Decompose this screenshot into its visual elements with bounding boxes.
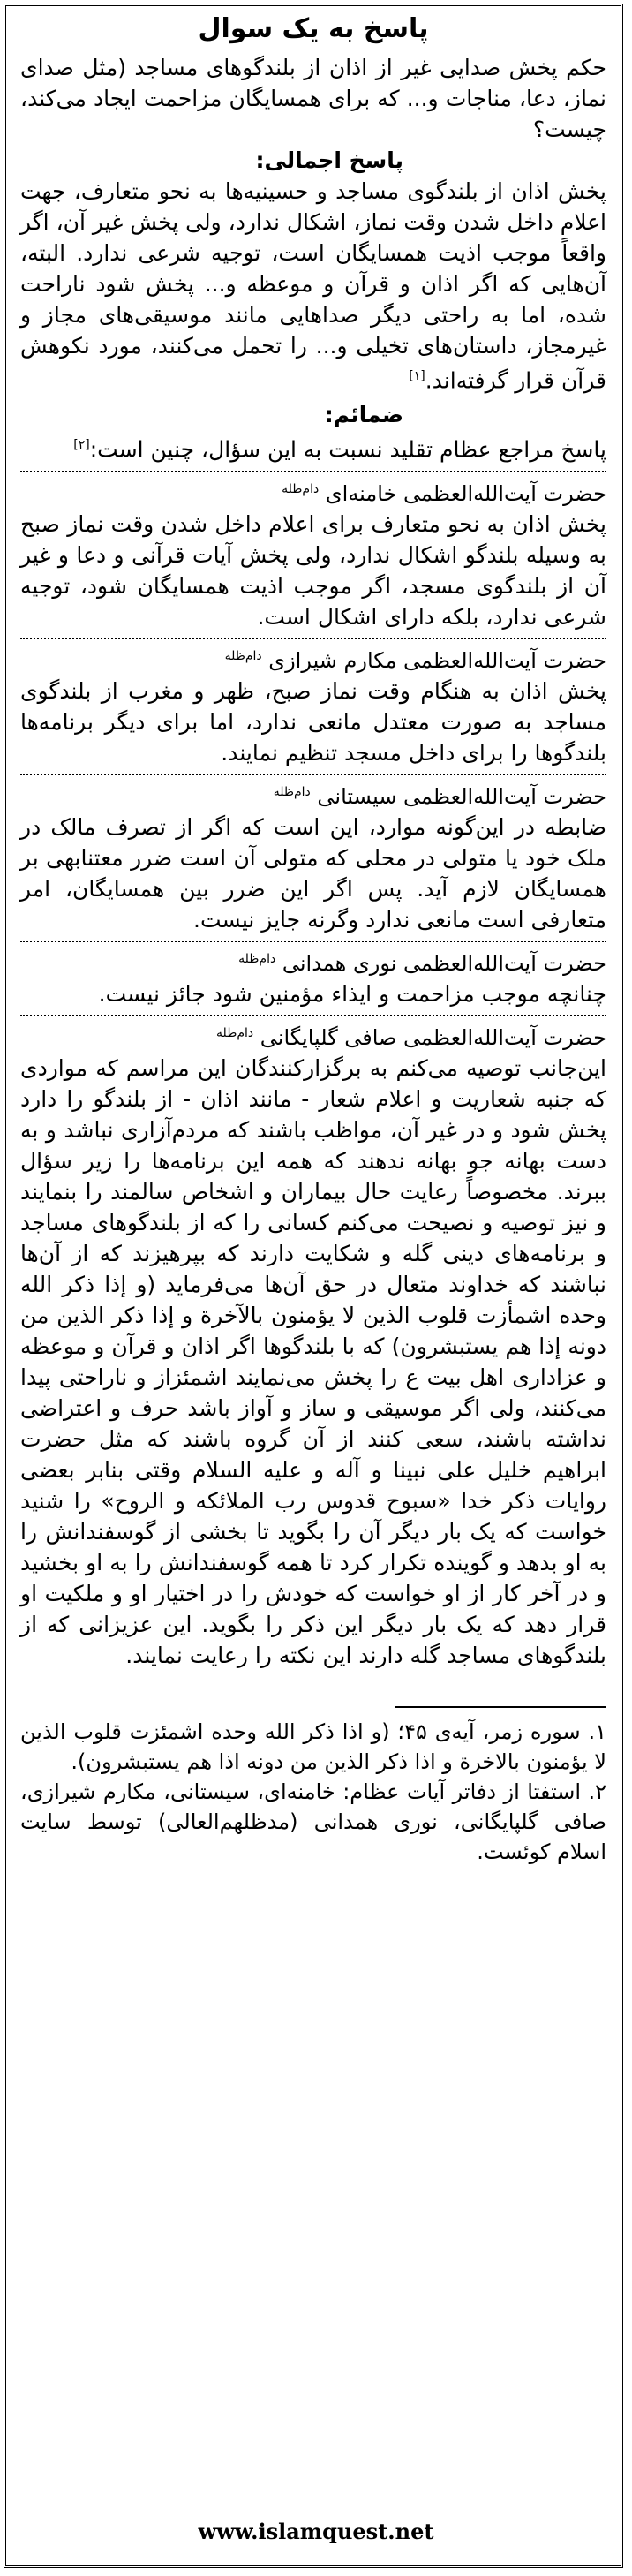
footnote: ۲. استفتا از دفاتر آیات عظام: خامنه‌ای، سیستانی، مکارم شیرازی، صافی گلپایگانی، نوری همدانی (مدظلهم‌العالی) توسط سایت اسلام کوئست. (20, 1779, 606, 1864)
page-title: پاسخ به یک سوال (198, 13, 429, 44)
scholar-section (20, 941, 606, 1009)
honorific-mark: دام‌ظله (282, 481, 320, 496)
scholar-answer: ضابطه در این‌گونه موارد، این است که اگر از تصرف مالک در ملک خود یا متولی در محلی که متولی آن است ضرر معتنابهی بر همسایگان لازم آید. پس اگر این ضرر بین همسایگان، امر متعارفی است مانعی ندارد وگرنه جایز نیست. (20, 813, 606, 933)
scholar-name: حضرت آیت‌الله‌العظمی مکارم شیرازی $^{دام‌ظله}$ (224, 647, 606, 673)
summary-paragraph (20, 176, 606, 396)
scholar-name: حضرت آیت‌الله‌العظمی سیستانی $^{دام‌ظله}$ (273, 783, 606, 809)
footnote: ۱. سوره زمر، آیه‌ی ۴۵؛ (و اذا ذکر الله وحده اشمئزت قلوب الذین لا یؤمنون بالاخرة و اذا ذکر الذین من دونه اذا هم یستبشرون). (20, 1719, 606, 1774)
summary-heading: پاسخ اجمالی: (255, 147, 403, 173)
scholar-name: حضرت آیت‌الله‌العظمی خامنه‌ای $^{دام‌ظله}$ (282, 480, 606, 506)
scholar-answer: پخش اذان به نحو متعارف برای اعلام داخل شدن وقت نماز صبح به وسیله بلندگو اشکال ندارد، ولی پخش آیات قرآنی و دعا و غیر آن از بلندگوی مسجد، اگر موجب اذیت همسایگان شود، توجیه شرعی ندارد، بلکه دارای اشکال است. (20, 510, 606, 630)
scholar-name: حضرت آیت‌الله‌العظمی نوری همدانی $^{دام‌ظله}$ (238, 950, 606, 976)
scholar-section (20, 1015, 606, 1671)
appendix-footnote-ref[interactable]: [۲] (73, 438, 90, 453)
honorific-mark: دام‌ظله (216, 1025, 254, 1040)
scholar-answer: پخش اذان به هنگام وقت نماز صبح، ظهر و مغرب از بلندگوی مساجد به صورت معتدل مانعی ندارد، اما برای دیگر برنامه‌ها بلندگوها را برای داخل مسجد تنظیم نمایند. (20, 677, 606, 766)
answer-frame (4, 4, 623, 2568)
question-text: حکم پخش صدایی غیر از اذان از بلندگوهای مساجد (مثل صدای نماز، دعا، مناجات و... که برای همسایگان مزاحمت ایجاد می‌کند، چیست؟ (20, 55, 606, 142)
footnote-divider (395, 1706, 606, 1708)
summary-footnote-ref[interactable]: [۱] (409, 369, 425, 383)
scholar-name: حضرت آیت‌الله‌العظمی صافی گلپایگانی $^{دام‌ظله}$ (216, 1024, 606, 1050)
website-url[interactable]: www.islamquest.net (198, 2519, 434, 2544)
scholar-answer: این‌جانب توصیه می‌کنم به برگزارکنندگان این مراسم که مواردی که جنبه شعاریت و اعلام شعار - مانند اذان - از بلندگو را دارد پخش شود و در غیر آن، مواظب باشند که مردم‌آزاری نباشد و به دست بهانه جو بهانه ندهند که همه این برنامه‌ها را زیر سؤال ببرند. مخصوصاً رعایت حال بیماران و اشخاص سالمند را بنمایند و نیز توصیه و نصیحت می‌کنم کسانی را که از بلندگوهای مساجد و برنامه‌های دینی گله و شکایت دارند که بپرهیزند که از آن‌ها نباشند که خداوند متعال در حق آن‌ها می‌فرماید (و إذا ذکر الله وحده اشمأزت قلوب الذین لا یؤمنون بالآخرة و إذا ذکر الذین من دونه إذا هم یستبشرون) که با بلندگوها اگر اذان و قرآن و موعظه و عزاداری اهل بیت ع را پخش می‌نمایند اشمئزاز و ناراحتی پیدا می‌کنند، ولی اگر موسیقی و ساز و آواز باشد حرف و اعتراضی نداشته باشند، سعی کنند از آن گروه باشند که مثل حضرت ابراهیم خلیل علی نبینا و آله و علیه السلام وقتی بنابر بعضی روایات ذکر خدا «سبوح قدوس رب الملائکه و الروح» را شنید خواست که یک بار دیگر آن را بگوید تا بخشی از گوسفندانش را به او بدهد و گوینده تکرار کرد تا همه گوسفندانش را به او بخشید و در آخر کار از او خواست که خودش را در اختیار او و ملکیت او قرار دهد که یک بار دیگر این ذکر را بگوید. این عزیزانی که از بلندگوهای مساجد گله دارند این نکته را رعایت نمایند. (20, 1054, 606, 1668)
honorific-mark: دام‌ظله (224, 648, 262, 663)
scholar-answer: چنانچه موجب مزاحمت و ایذاء مؤمنین شود جائز نیست. (98, 980, 606, 1007)
appendix-intro-paragraph (20, 430, 606, 465)
appendix-heading: ضمائم: (324, 402, 403, 428)
scholar-section (20, 471, 606, 632)
honorific-mark: دام‌ظله (273, 784, 311, 799)
honorific-mark: دام‌ظله (238, 951, 276, 966)
scholar-section (20, 638, 606, 768)
appendix-intro: پاسخ مراجع عظام تقلید نسبت به این سؤال، چنین است: (89, 436, 606, 463)
summary-text: پخش اذان از بلندگوی مساجد و حسینیه‌ها به نحو متعارف، جهت اعلام داخل شدن وقت نماز، اشکال ندارد، ولی پخش غیر آن، اگر واقعاً موجب اذیت همسایگان است، توجیه شرعی ندارد. البته، آن‌هایی که اگر اذان و قرآن و موعظه و... پخش شود ناراحت شده، اما به راحتی دیگر صداهایی مانند موسیقی‌های مجاز و غیرمجاز، داستان‌های تخیلی و... را تحمل می‌کنند، مورد نکوهش قرآن قرار گرفته‌اند. (19, 178, 606, 394)
scholar-section (20, 774, 606, 935)
